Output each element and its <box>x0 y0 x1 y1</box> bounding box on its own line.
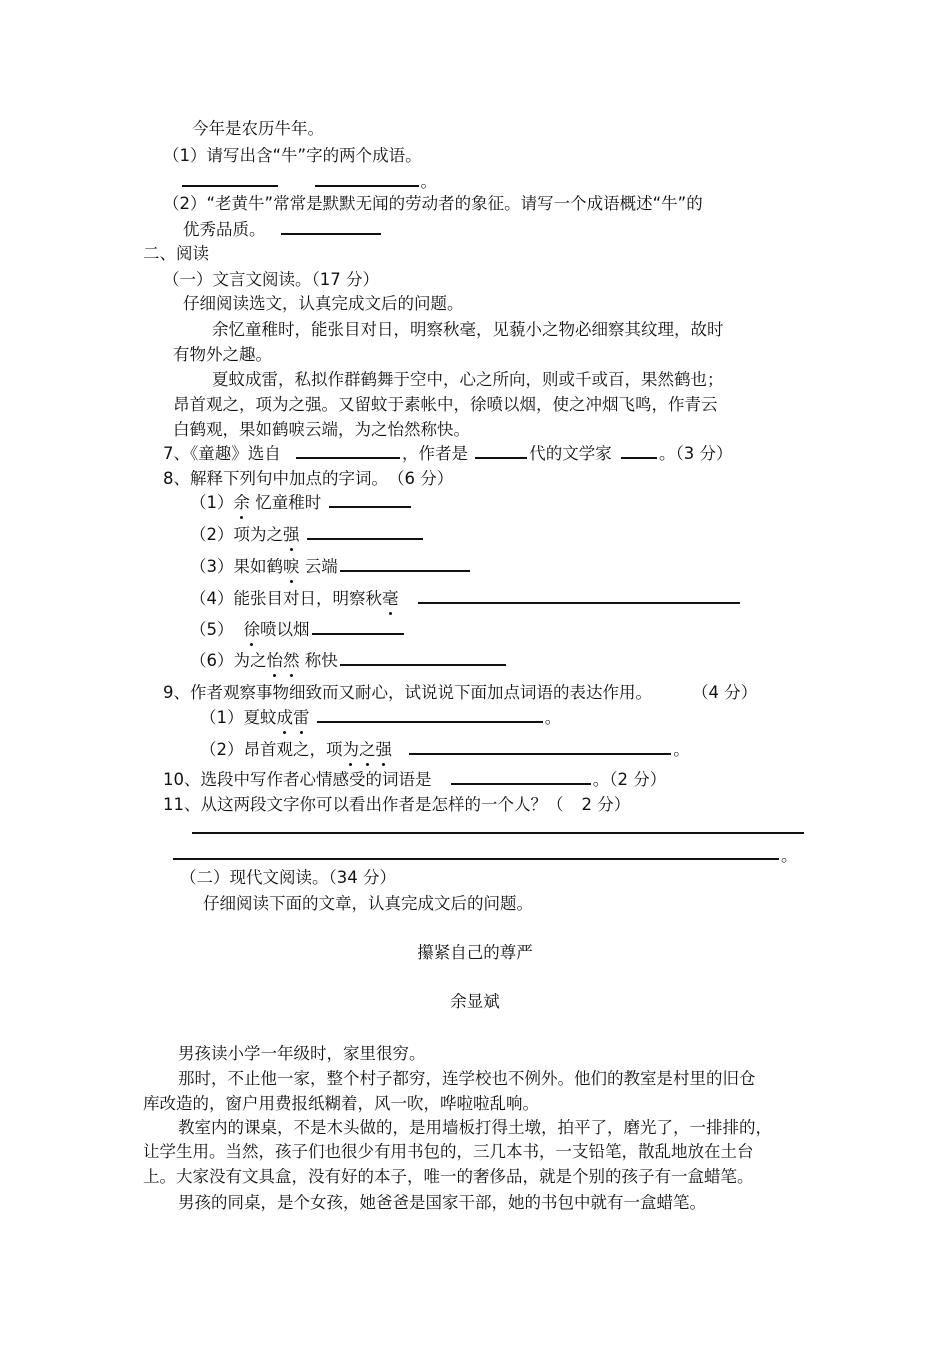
question-9 <box>163 682 757 704</box>
article-line: 上。大家没有文具盒，没有好的本子，唯一的奢侈品，就是个别的孩子有一盒蜡笔。 <box>143 1167 754 1186</box>
answer-line-ox-1 <box>180 171 437 193</box>
q8-item-6 <box>190 650 508 672</box>
answer-blank[interactable] <box>296 443 400 459</box>
answer-blank[interactable] <box>182 171 278 187</box>
article-line: 那时，不止他一家，整个村子都穷，连学校也不例外。他们的教室是村里的旧仓 <box>178 1069 756 1088</box>
item-number: （1） <box>200 708 244 727</box>
question-8: 8、解释下列句中加点的字词。 （6 分） <box>163 469 454 488</box>
article-line: 库改造的，窗户用费报纸糊着，风一吹，哗啦啦乱响。 <box>143 1094 539 1113</box>
question-ox-2-cont <box>183 219 383 241</box>
item-text: 忆童稚时 <box>255 493 322 512</box>
answer-blank[interactable] <box>312 619 404 635</box>
item-number: （5） <box>190 620 234 639</box>
item-number: （1） <box>190 493 234 512</box>
answer-blank[interactable] <box>317 707 543 723</box>
question-text: 10、选段中写作者心情感受的词语是 <box>163 770 432 789</box>
item-text: 称快 <box>304 651 338 670</box>
article-author: 余显斌 <box>450 992 500 1011</box>
dotted-char: 唳 <box>283 557 300 576</box>
question-text: 7、《童趣》选自 <box>163 444 281 463</box>
article-line: 男孩的同桌，是个女孩，她爸爸是国家干部，她的书包中就有一盒蜡笔。 <box>178 1193 706 1212</box>
item-text: 昂首观之，项 <box>243 740 343 759</box>
item-text: 喷以烟 <box>260 620 310 639</box>
item-text: 夏蚊 <box>243 708 277 727</box>
dotted-char: 毫 <box>382 589 399 608</box>
question-text: 代的文学家 <box>529 444 612 463</box>
question-10 <box>163 769 666 791</box>
article-line: 男孩读小学一年级时，家里很穷。 <box>178 1044 426 1063</box>
dotted-char: 余 <box>233 493 250 512</box>
article-title: 攥紧自己的尊严 <box>417 943 533 962</box>
item-text: 果如鹤 <box>233 557 283 576</box>
classical-line: 余忆童稚时，能张目对日，明察秋毫，见藐小之物必细察其纹理，故时 <box>212 320 724 339</box>
question-text: 优秀品质。 <box>183 220 266 239</box>
question-text: 。（3 分） <box>659 444 733 463</box>
dotted-char: 之 <box>359 740 376 759</box>
part2-instruction: 仔细阅读下面的文章，认真完成文后的问题。 <box>203 894 533 913</box>
answer-blank[interactable] <box>475 443 527 459</box>
dotted-char: 强 <box>283 525 300 544</box>
dotted-char: 为 <box>342 740 359 759</box>
answer-blank[interactable] <box>307 524 423 540</box>
q9-item-2 <box>200 739 690 761</box>
part1-title: （一）文言文阅读。（17 分） <box>163 270 379 289</box>
item-number: （4） <box>190 589 234 608</box>
answer-blank[interactable] <box>315 171 419 187</box>
dotted-char: 成 <box>276 708 293 727</box>
q8-item-4 <box>190 588 742 610</box>
question-text: 。（2 分） <box>592 770 667 789</box>
dotted-char: 怡 <box>266 651 283 670</box>
item-text: 项为之 <box>233 525 283 544</box>
item-text: 云端 <box>304 557 338 576</box>
answer-blank[interactable] <box>621 443 657 459</box>
item-number: （6） <box>190 651 234 670</box>
dotted-char: 然 <box>283 651 300 670</box>
answer-blank[interactable] <box>409 739 671 755</box>
answer-blank[interactable] <box>281 219 381 235</box>
question-text: 11、从这两段文字你可以看出作者是怎样的一个人？（ <box>163 795 564 814</box>
q8-item-3 <box>190 556 472 578</box>
classical-line: 夏蚊成雷，私拟作群鹤舞于空中，心之所向，则或千或百，果然鹤也； <box>212 370 724 389</box>
classical-line: 昂首观之，项为之强。又留蚊于素帐中，徐喷以烟，使之冲烟飞鸣，作青云 <box>173 395 718 414</box>
answer-blank[interactable] <box>340 556 470 572</box>
item-text: 能张目对日，明察秋 <box>233 589 382 608</box>
answer-blank[interactable] <box>329 492 411 508</box>
question-ox-2: （2）“老黄牛”常常是默默无闻的劳动者的象征。请写一个成语概述“牛”的 <box>163 194 703 213</box>
article-line: 教室内的课桌，不是木头做的，是用墙板打得土墩，拍平了，磨光了，一排排的， <box>178 1118 772 1137</box>
answer-blank[interactable] <box>418 588 740 604</box>
item-number: （2） <box>200 740 244 759</box>
question-7 <box>163 443 733 465</box>
q9-item-1 <box>200 707 561 729</box>
answer-line[interactable] <box>173 858 779 860</box>
question-11 <box>163 794 630 816</box>
answer-line[interactable] <box>192 832 804 834</box>
question-text: 9、作者观察事物细致而又耐心，试说说下面加点词语的表达作用。 <box>163 683 652 702</box>
dotted-char: 徐 <box>243 620 260 639</box>
question-score: （4 分） <box>692 683 758 702</box>
answer-blank[interactable] <box>451 769 591 785</box>
period: 。 <box>420 172 437 191</box>
question-ox-1: （1）请写出含“牛”字的两个成语。 <box>163 146 422 165</box>
dotted-char: 强 <box>375 740 392 759</box>
period: 。 <box>673 740 690 759</box>
dotted-char: 雷 <box>293 708 310 727</box>
part1-instruction: 仔细阅读选文，认真完成文后的问题。 <box>183 294 464 313</box>
question-text: ，作者是 <box>402 444 468 463</box>
item-number: （2） <box>190 525 234 544</box>
period: 。 <box>544 708 562 727</box>
q8-item-1 <box>190 492 413 514</box>
section-heading: 二、阅读 <box>143 244 209 263</box>
article-line: 让学生用。当然，孩子们也很少有用书包的，三几本书，一支铅笔，散乱地放在土台 <box>143 1142 754 1161</box>
q8-item-2 <box>190 524 425 546</box>
part2-title: （二）现代文阅读。（34 分） <box>180 868 396 887</box>
item-text: 为之 <box>233 651 267 670</box>
question-text: 2 分） <box>581 795 631 814</box>
intro-line: 今年是农历牛年。 <box>192 119 324 138</box>
q8-item-5 <box>190 619 406 641</box>
classical-line: 有物外之趣。 <box>173 345 272 364</box>
answer-blank[interactable] <box>340 650 506 666</box>
period: 。 <box>781 846 798 865</box>
item-number: （3） <box>190 557 234 576</box>
classical-line: 白鹤观，果如鹤唳云端，为之怡然称快。 <box>173 420 470 439</box>
